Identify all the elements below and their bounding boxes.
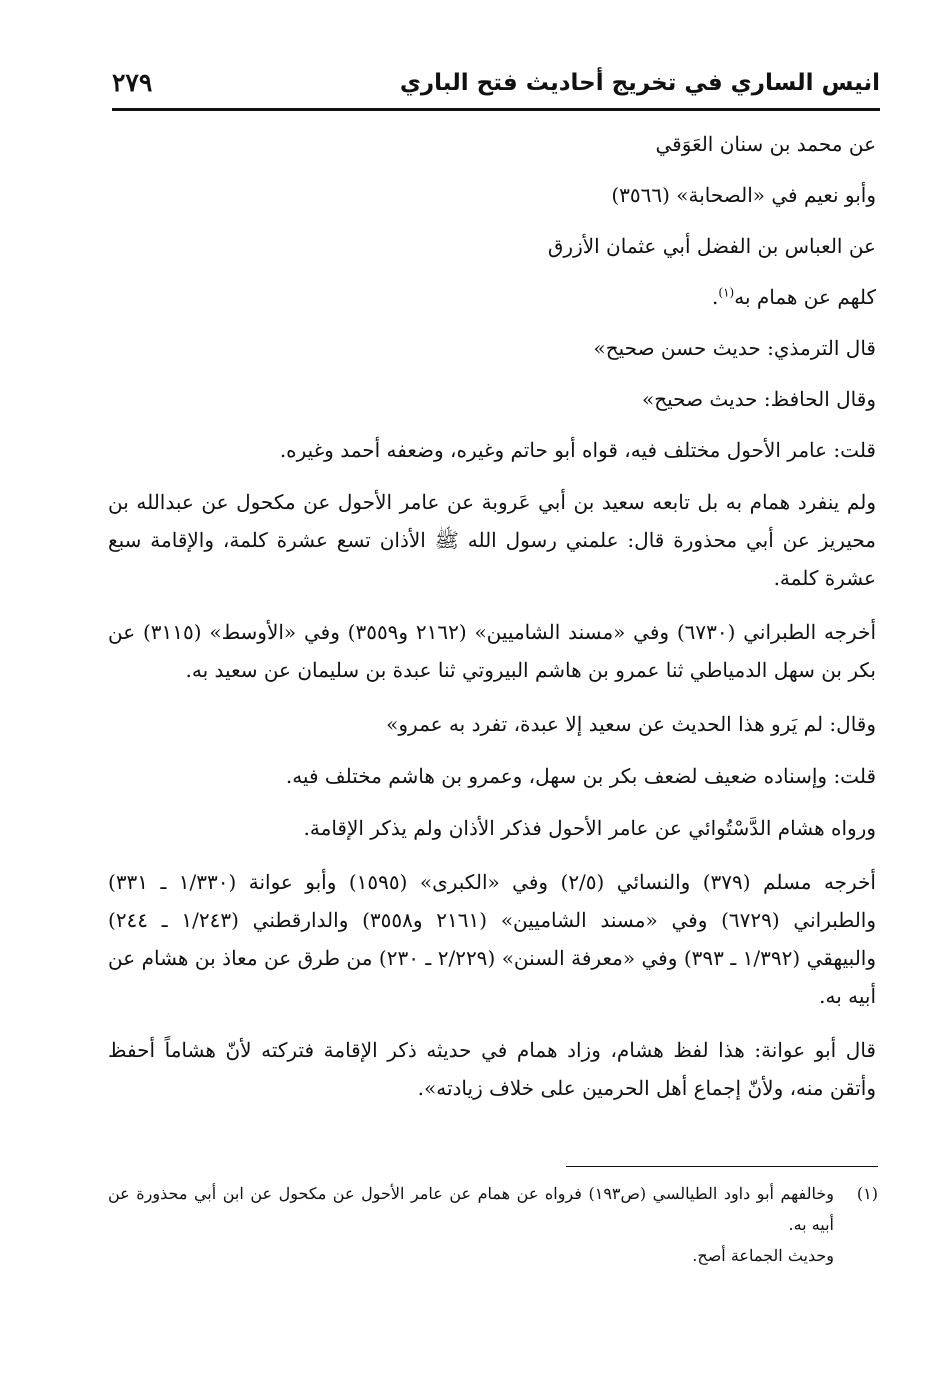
page-number: ٢٧٩ bbox=[112, 68, 153, 97]
footnote-ref: (١) bbox=[718, 285, 735, 300]
page-header bbox=[112, 68, 880, 108]
hafiz-grading: وقال الحافظ: حديث صحيح» bbox=[642, 387, 876, 411]
footnote-text: وحديث الجماعة أصح. bbox=[692, 1246, 834, 1265]
footnote-marker: (١) bbox=[856, 1184, 878, 1203]
footnote-text: وخالفهم أبو داود الطيالسي (ص١٩٣) فرواه عن همام عن عامر الأحول عن مكحول عن ابن أبي محذورة عن أبيه به. bbox=[108, 1184, 834, 1234]
paragraph: ورواه هشام الدَّسْتُوائي عن عامر الأحول فذكر الأذان ولم يذكر الإقامة. bbox=[303, 816, 876, 840]
paragraph: أخرجه الطبراني (٦٧٣٠) وفي «مسند الشاميين» (٢١٦٢ و٣٥٥٩) وفي «الأوسط» (٣١١٥) عن بكر بن سهل الدمياطي ثنا عمرو بن هاشم البيروتي ثنا عبدة بن سليمان عن سعيد به. bbox=[108, 620, 876, 682]
paragraph: أخرجه مسلم (٣٧٩) والنسائي (٢/٥) وفي «الكبرى» (١٥٩٥) وأبو عوانة (١/٣٣٠ ـ ٣٣١) والطبراني (٦٧٢٩) وفي «مسند الشاميين» (٢١٦١ و٣٥٥٨) والدارقطني (١/٢٤٣ ـ ٢٤٤) والبيهقي (١/٣٩٢ ـ ٣٩٣) وفي «معرفة السنن» (٢/٢٢٩ ـ ٢٣٠) من طرق عن معاذ بن هشام عن أبيه به. bbox=[108, 870, 877, 1008]
header-rule bbox=[112, 108, 880, 111]
isnad-line: وأبو نعيم في «الصحابة» (٣٥٦٦) bbox=[611, 183, 876, 207]
isnad-text: كلهم عن همام به bbox=[734, 285, 876, 309]
footnotes bbox=[108, 1178, 878, 1271]
author-comment: قلت: عامر الأحول مختلف فيه، قواه أبو حاتم وغيره، وضعفه أحمد وغيره. bbox=[279, 438, 876, 462]
paragraph: ولم ينفرد همام به بل تابعه سعيد بن أبي عَروبة عن عامر الأحول عن مكحول عن عبدالله بن محيريز عن أبي محذورة قال: علمني رسول الله ﷺ الأذان تسع عشرة كلمة، والإقامة سبع عشرة كلمة. bbox=[108, 490, 876, 590]
paragraph: قلت: وإسناده ضعيف لضعف بكر بن سهل، وعمرو بن هاشم مختلف فيه. bbox=[285, 764, 876, 788]
footnote bbox=[108, 1178, 878, 1240]
tirmidhi-grading: قال الترمذي: حديث حسن صحيح» bbox=[593, 336, 876, 360]
paragraph: وقال: لم يَرو هذا الحديث عن سعيد إلا عبدة، تفرد به عمرو» bbox=[386, 712, 876, 736]
isnad-line: عن العباس بن الفضل أبي عثمان الأزرق bbox=[547, 234, 876, 258]
main-text bbox=[108, 125, 876, 1107]
isnad-line: عن محمد بن سنان العَوَقي bbox=[655, 132, 876, 156]
isnad-end: . bbox=[712, 285, 719, 309]
footnote-separator bbox=[566, 1166, 878, 1167]
running-title: انيس الساري في تخريج أحاديث فتح الباري bbox=[399, 70, 880, 96]
isnad-line bbox=[108, 278, 876, 316]
paragraph: قال أبو عوانة: هذا لفظ هشام، وزاد همام في حديثه ذكر الإقامة فتركته لأنّ هشاماً أحفظ وأتقن منه، ولأنّ إجماع أهل الحرمين على خلاف زيادته». bbox=[108, 1038, 876, 1100]
